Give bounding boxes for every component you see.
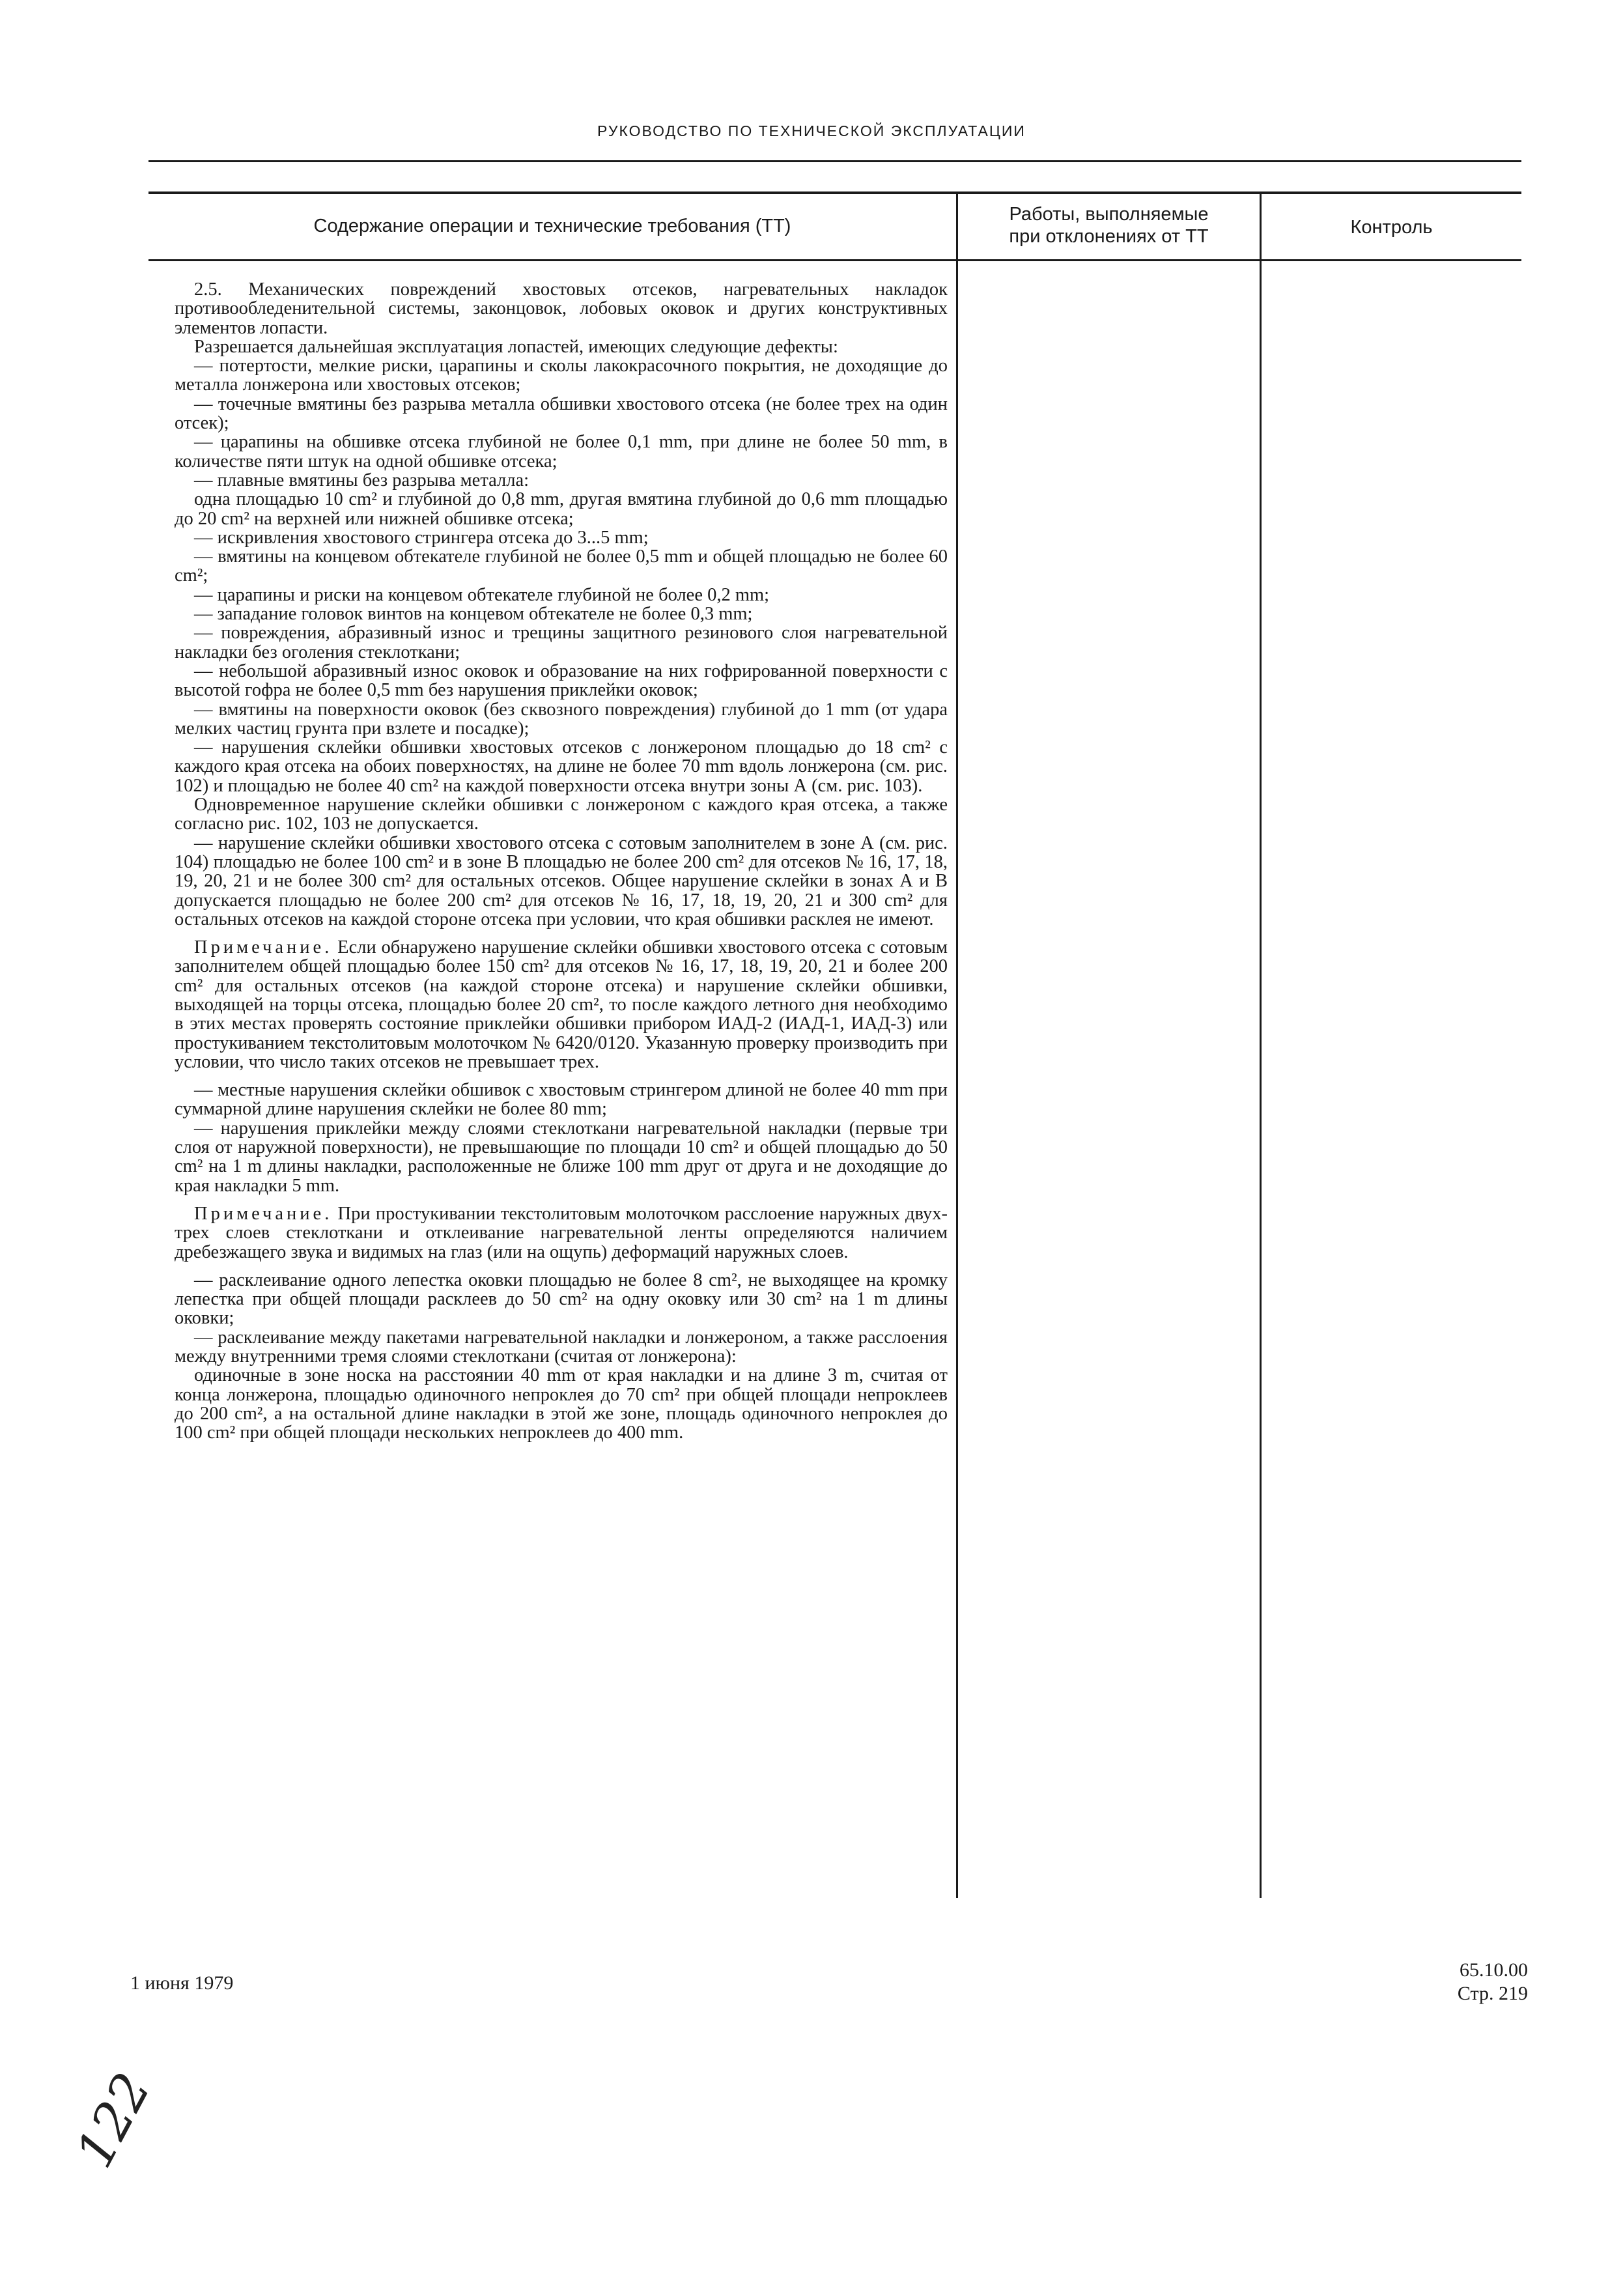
defect-item: — плавные вмятины без разрыва металла:: [194, 470, 529, 490]
table-top-rule: [148, 191, 1521, 194]
defect-item: — расклеивание одного лепестка оковки площадью не более 8 cm², не выходящее на кромку лепестка при общей площади расклеев до 50 cm² на одну оковку или 30 cm² на 1 m длины оковки;: [175, 1269, 948, 1329]
defect-item: — вмятины на поверхности оковок (без сквозного повреждения) глубиной до 1 mm (от удара мелких частиц грунта при взлете и посадке);: [175, 699, 948, 739]
defect-item-detail: одиночные в зоне носка на расстоянии 40 mm от края накладки и на длине 3 m, считая от конца лонжерона, площадью одиночного непроклея до 70 cm² при общей площади непроклеев до 200 cm², а на остальной длине накладки в этой же зоне, площадь одиночного непроклея до 100 cm² при общей площади нескольких непроклеев до 400 mm.: [175, 1365, 948, 1443]
defect-item: — потертости, мелкие риски, царапины и сколы лакокрасочного покрытия, не доходящие до металла лонжерона или хвостовых отсеков;: [175, 356, 948, 395]
footer-doc-number: 65.10.00: [1460, 1959, 1528, 1981]
column-header-content: Содержание операции и технические требования (ТТ): [313, 216, 791, 236]
note-2: [175, 1204, 948, 1262]
defect-item: — небольшой абразивный износ оковок и образование на них гофрированной поверхности с высотой гофра не более 0,5 mm без нарушения приклейки оковок;: [175, 660, 948, 701]
footer-page-info: [1458, 1959, 1528, 2005]
footer-page-number: Стр. 219: [1457, 1983, 1528, 2004]
defect-item: — расклеивание между пакетами нагревательной накладки и лонжероном, а также расслоения между внутренними тремя слоями стеклоткани (считая от лонжерона):: [175, 1327, 948, 1367]
operation-content-column: [175, 280, 948, 1443]
defect-item: — точечные вмятины без разрыва металла обшивки хвостового отсека (не более трех на один отсек);: [175, 393, 948, 434]
footer-date: 1 июня 1979: [130, 1972, 234, 1994]
page-header-title: РУКОВОДСТВО ПО ТЕХНИЧЕСКОЙ ЭКСПЛУАТАЦИИ: [597, 122, 1026, 139]
defect-item: — местные нарушения склейки обшивок с хвостовым стрингером длиной не более 40 mm при суммарной длине нарушения склейки не более 80 mm;: [175, 1080, 948, 1120]
header-rule: [148, 160, 1521, 162]
note-1-text: Если обнаружено нарушение склейки обшивки хвостового отсека с сотовым заполнителем общей площадью более 150 cm² для отсеков № 16, 17, 18, 19, 20, 21 и более 200 cm² для остальных отсеков (на каждой стороне отсека) и нарушение склейки обшивки, выходящей на торцы отсека, площадью более 20 cm², то после каждого летного дня необходимо в этих местах проверять состояние приклейки обшивки прибором ИАД-2 (ИАД-1, ИАД-3) или простукиванием текстолитовым молоточком № 6420/0120. Указанную проверку производить при условии, что число таких отсеков не превышает трех.: [175, 937, 948, 1072]
paragraph-restriction: Одновременное нарушение склейки обшивки с лонжероном с каждого края отсека, а также согласно рис. 102, 103 не допускается.: [175, 795, 948, 834]
defect-item: — царапины и риски на концевом обтекателе глубиной не более 0,2 mm;: [194, 584, 770, 605]
column-header-control: Контроль: [1350, 217, 1433, 238]
defect-item: — вмятины на концевом обтекателе глубиной не более 0,5 mm и общей площадью не более 60 cm²;: [175, 546, 948, 586]
defect-item: — нарушение склейки обшивки хвостового отсека с сотовым заполнителем в зоне А (см. рис. 104) площадью не более 100 cm² и в зоне В площадью не более 200 cm² для отсеков № 16, 17, 18, 19, 20, 21 и не более 300 cm² для остальных отсеков. Общее нарушение склейки в зонах А и В допускается площадью не более 200 cm² для отсеков № 16, 17, 18, 19, 20, 21 и 300 cm² для остальных отсеков на каждой стороне отсека при условии, что края обшивки расклея не имеют.: [175, 832, 948, 929]
handwritten-page-number: 122: [65, 2063, 163, 2177]
note-1-label: Примечание.: [194, 937, 333, 958]
note-2-label: Примечание.: [194, 1203, 333, 1224]
defect-item: — западание головок винтов на концевом обтекателе не более 0,3 mm;: [194, 604, 753, 625]
defect-item: — нарушения склейки обшивки хвостовых отсеков с лонжероном площадью до 18 cm² с каждого края отсека на обоих поверхностях, на длине не более 70 mm вдоль лонжерона (см. рис. 102) и площадью не более 40 cm² на каждой поверхности отсека внутри зоны А (см. рис. 103).: [175, 737, 948, 796]
defect-item: — нарушения приклейки между слоями стеклоткани нагревательной накладки (первые три слоя от наружной поверхности), не превышающие по площади 10 cm² и общей площадью до 50 cm² на 1 m длины накладки, расположенные не ближе 100 mm друг от друга и не доходящие до края накладки 5 mm.: [175, 1118, 948, 1196]
column-header-deviations-line1: Работы, выполняемые: [1009, 204, 1209, 225]
table-header-bottom-rule: [148, 259, 1521, 261]
defect-item: — повреждения, абразивный износ и трещины защитного резинового слоя нагревательной накладки без оголения стеклоткани;: [175, 623, 948, 662]
paragraph-allowed-defects: Разрешается дальнейшая эксплуатация лопастей, имеющих следующие дефекты:: [194, 336, 838, 357]
defect-item: — царапины на обшивке отсека глубиной не более 0,1 mm, при длине не более 50 mm, в количестве пяти штук на одной обшивке отсека;: [175, 432, 948, 472]
defect-item-detail: одна площадью 10 cm² и глубиной до 0,8 mm, другая вмятина глубиной до 0,6 mm площадью до 20 cm² на верхней или нижней обшивке отсека;: [175, 489, 948, 529]
column-divider-1: [956, 191, 958, 1898]
note-2-text: При простукивании текстолитовым молоточком расслоение наружных двух-трех слоев стеклоткани и отклеивание нагревательной ленты определяются наличием дребезжащего звука и видимых на глаз (или на ощупь) деформаций наружных слоев.: [175, 1203, 948, 1262]
column-header-deviations-line2: при отклонениях от ТТ: [1009, 226, 1209, 247]
column-header-deviations: [958, 203, 1260, 248]
note-1: [175, 938, 948, 1071]
section-2-5-heading: 2.5. Механических повреждений хвостовых отсеков, нагревательных накладок противообледенительной системы, законцовок, лобовых оковок и других конструктивных элементов лопасти.: [175, 279, 948, 338]
column-divider-2: [1260, 191, 1262, 1898]
defect-item: — искривления хвостового стрингера отсека до 3...5 mm;: [194, 527, 649, 548]
